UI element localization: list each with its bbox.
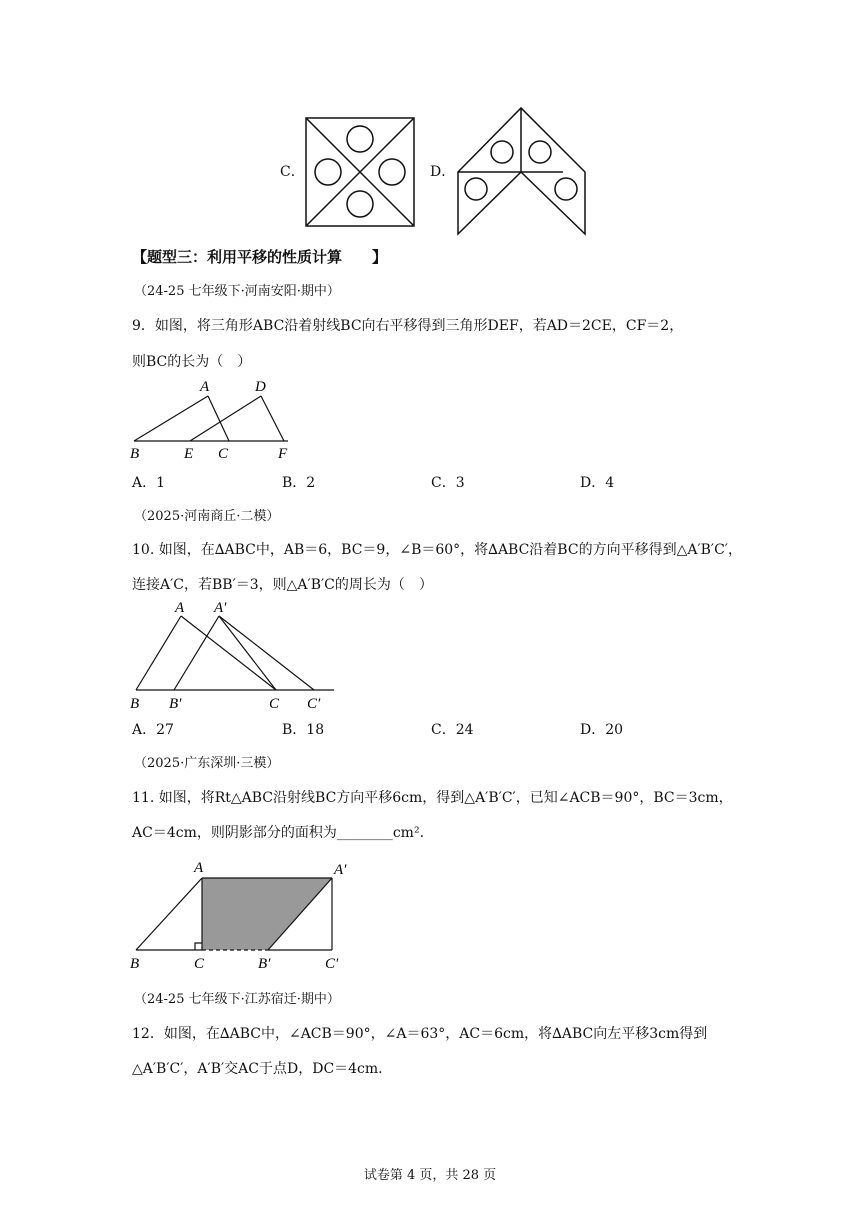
q11-label-b-prime: B′ — [258, 956, 271, 972]
q10-label-b: B — [130, 696, 140, 712]
q10-label-b-prime: B′ — [169, 696, 182, 712]
q12-source: （24-25 七年级下·江苏宿迁·期中） — [134, 992, 340, 1007]
q10-label-c: C — [269, 696, 280, 712]
q11-label-a-prime: A′ — [334, 862, 347, 878]
q10-diagram — [126, 598, 341, 713]
q11-source: （2025·广东深圳·三模） — [134, 756, 280, 771]
q9-option-a[interactable]: A．1 — [132, 475, 166, 491]
q10-label-a-prime: A′ — [214, 600, 227, 616]
q10-option-c[interactable]: C．24 — [431, 722, 474, 738]
q9-text-line2: 则BC的长为（ ） — [132, 354, 252, 370]
q9-label-f: F — [278, 446, 288, 462]
q9-label-b: B — [130, 446, 140, 462]
q12-text-line2: △A′B′C′，A′B′交AC于点D，DC＝4cm. — [132, 1061, 383, 1077]
q9-label-e: E — [184, 446, 194, 462]
page-footer: 试卷第 4 页，共 28 页 — [363, 1168, 497, 1183]
q10-option-d[interactable]: D．20 — [580, 722, 624, 738]
q11-label-a: A — [194, 860, 204, 876]
q10-label-a: A — [175, 600, 185, 616]
q11-shaded-region — [202, 878, 332, 950]
q12-text-line1: 12．如图，在∆ABC中，∠ACB＝90°，∠A＝63°，AC＝6cm，将∆ABC向左平移3cm得到 — [132, 1026, 708, 1042]
q9-text-line1: 9．如图，将三角形ABC沿着射线BC向右平移得到三角形DEF，若AD＝2CE，CF＝2， — [132, 318, 684, 334]
q11-text-line2: AC＝4cm，则阴影部分的面积为________cm². — [132, 825, 425, 841]
q11-label-c: C — [194, 956, 205, 972]
q9-diagram — [126, 374, 326, 464]
figure-d-label: D． — [430, 164, 456, 180]
q9-label-d: D — [255, 379, 266, 395]
figure-c-label: C． — [280, 164, 305, 180]
q10-label-c-prime: C′ — [307, 696, 321, 712]
q10-text-line1: 10. 如图，在∆ABC中，AB＝6，BC＝9，∠B＝60°，将∆ABC沿着BC的方向平移得到△A′B′C′， — [132, 542, 742, 558]
q9-option-d[interactable]: D．4 — [580, 475, 615, 491]
q11-diagram — [126, 852, 356, 974]
q11-text-line1: 11. 如图，将Rt△ABC沿射线BC方向平移6cm，得到△A′B′C′，已知∠ACB＝90°，BC＝3cm， — [132, 790, 733, 806]
q10-source: （2025·河南商丘·二模） — [134, 509, 280, 524]
q9-label-a: A — [200, 379, 210, 395]
q11-label-c-prime: C′ — [325, 956, 339, 972]
q10-text-line2: 连接A′C，若BB′＝3，则△A′B′C的周长为（ ） — [132, 577, 433, 593]
q10-option-b[interactable]: B．18 — [282, 722, 325, 738]
q11-label-b: B — [130, 956, 140, 972]
q10-option-a[interactable]: A．27 — [132, 722, 174, 738]
figure-c-diagram — [300, 112, 420, 232]
q9-option-c[interactable]: C．3 — [431, 475, 465, 491]
q9-option-b[interactable]: B．2 — [282, 475, 316, 491]
q9-label-c: C — [218, 446, 229, 462]
figure-d-diagram — [450, 100, 595, 240]
q9-source: （24-25 七年级下·河南安阳·期中） — [134, 284, 340, 299]
section-title: 【题型三：利用平移的性质计算 】 — [132, 248, 388, 266]
